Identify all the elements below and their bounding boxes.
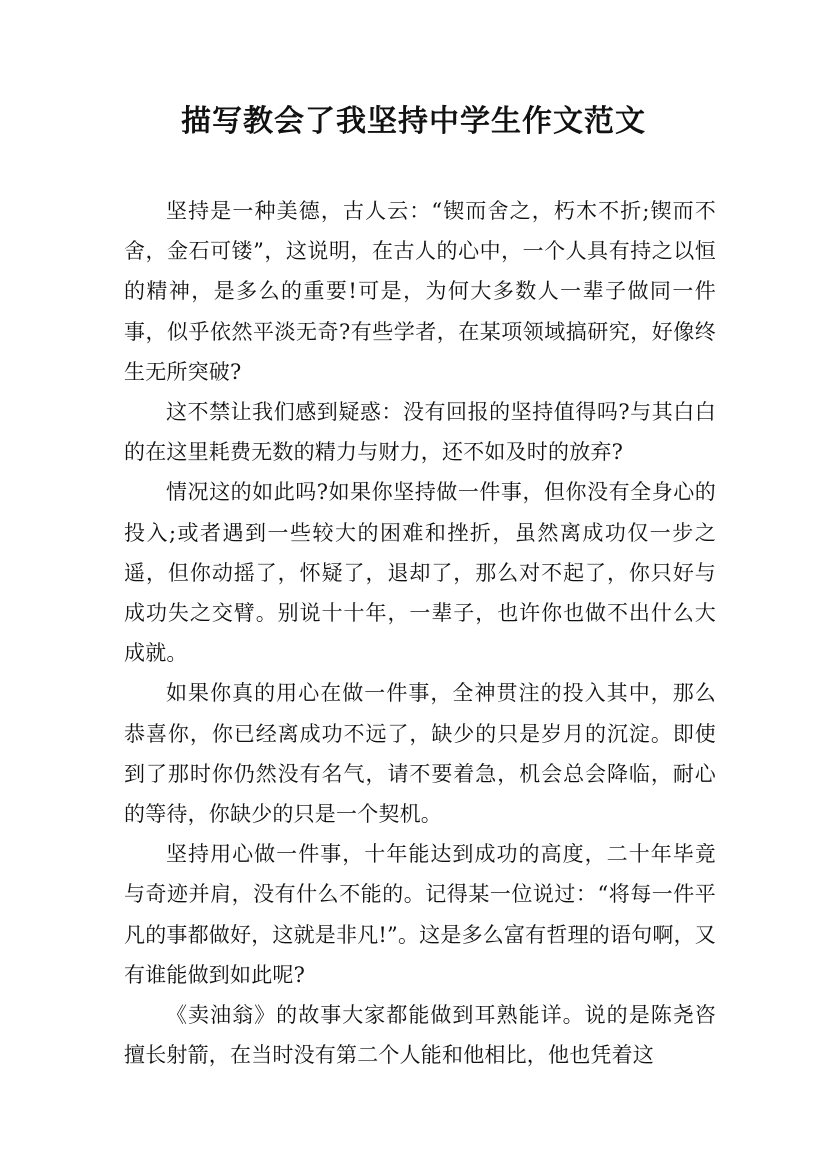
paragraph-3: 情况这的如此吗?如果你坚持做一件事，但你没有全身心的投入;或者遇到一些较大的困难和挫折，虽然离成功仅一步之遥，但你动摇了，怀疑了，退却了，那么对不起了，你只好与成功失之交臂。别说十十年，一辈子，也许你也做不出什么大成就。 bbox=[124, 480, 716, 666]
document-title: 描写教会了我坚持中学生作文范文 bbox=[181, 104, 646, 139]
paragraph-4: 如果你真的用心在做一件事，全神贯注的投入其中，那么恭喜你，你已经离成功不远了，缺少的只是岁月的沉淀。即使到了那时你仍然没有名气，请不要着急，机会总会降临，耐心的等待，你缺少的只是一个契机。 bbox=[124, 681, 716, 827]
document-body bbox=[124, 191, 716, 1075]
paragraph-5: 坚持用心做一件事，十年能达到成功的高度，二十年毕竟与奇迹并肩，没有什么不能的。记得某一位说过：“将每一件平凡的事都做好，这就是非凡!”。这是多么富有哲理的语句啊，又有谁能做到如此呢? bbox=[124, 842, 716, 987]
paragraph-1: 坚持是一种美德，古人云：“锲而舍之，朽木不折;锲而不舍，金石可镂”，这说明，在古人的心中，一个人具有持之以恒的精神，是多么的重要!可是，为何大多数人一辈子做同一件事，似乎依然平淡无奇?有些学者，在某项领域搞研究，好像终生无所突破? bbox=[124, 199, 716, 384]
paragraph-6: 《卖油翁》的故事大家都能做到耳熟能详。说的是陈尧咨擅长射箭，在当时没有第二个人能和他相比，他也凭着这 bbox=[124, 1003, 716, 1068]
paragraph-2: 这不禁让我们感到疑惑：没有回报的坚持值得吗?与其白白的在这里耗费无数的精力与财力，还不如及时的放弃? bbox=[124, 400, 716, 465]
